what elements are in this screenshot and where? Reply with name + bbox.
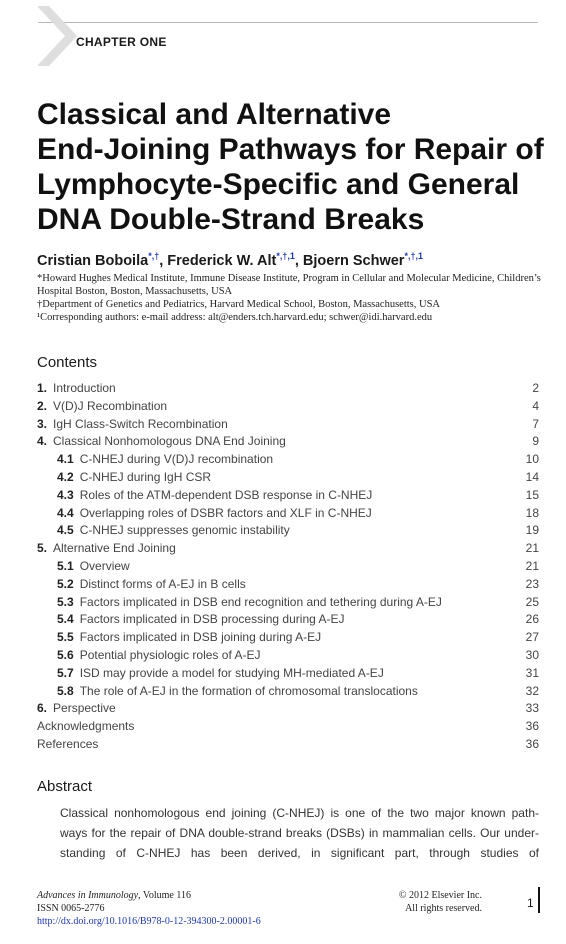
toc-number: 4.: [37, 434, 48, 449]
toc-number: 5.: [37, 541, 48, 556]
toc-page: 18: [525, 505, 539, 520]
toc-page: 32: [525, 683, 539, 698]
toc-label: Acknowledgments: [37, 719, 135, 734]
title-line: DNA Double-Strand Breaks: [37, 203, 425, 236]
page-number: 1: [527, 896, 534, 910]
issn: ISSN 0065-2776: [37, 903, 105, 914]
toc-entry[interactable]: [37, 434, 539, 452]
contents-heading: Contents: [37, 354, 98, 371]
chevron-icon: [37, 6, 77, 66]
toc-page: 10: [525, 452, 539, 467]
toc-label: Perspective: [53, 701, 116, 716]
corresponding-authors: ¹Corresponding authors: e-mail address: alt@enders.tch.harvard.edu; schwer@idi.harvard.edu: [37, 312, 433, 323]
author-name: Frederick W. Alt: [167, 252, 277, 269]
page-number-rule: [538, 887, 540, 913]
toc-page: 30: [525, 647, 539, 662]
toc-entry[interactable]: [37, 488, 539, 506]
toc-page: 21: [525, 558, 539, 573]
toc-entry[interactable]: [37, 452, 539, 470]
footer-copyright: [370, 889, 482, 915]
toc-label: IgH Class-Switch Recombination: [53, 416, 228, 431]
toc-entry[interactable]: [37, 399, 539, 417]
toc-number: 4.3: [57, 487, 74, 502]
toc-entry[interactable]: [37, 737, 539, 755]
toc-label: C-NHEJ during V(D)J recombination: [79, 452, 274, 467]
affiliation: *Howard Hughes Medical Institute, Immune Disease Institute, Program in Cellular and Molecular Medicine, Children’s Hospital Boston, Boston, Massachusetts, USA: [37, 273, 541, 297]
toc-entry[interactable]: [37, 559, 539, 577]
affiliation: †Department of Genetics and Pediatrics, Harvard Medical School, Boston, Massachusetts, USA: [37, 299, 440, 310]
toc-entry[interactable]: [37, 719, 539, 737]
toc-number: 4.1: [57, 452, 74, 467]
toc-entry[interactable]: [37, 701, 539, 719]
toc-page: 21: [525, 541, 539, 556]
toc-entry[interactable]: [37, 381, 539, 399]
toc-entry[interactable]: [37, 630, 539, 648]
toc-entry[interactable]: [37, 684, 539, 702]
footer-citation: [37, 889, 261, 928]
toc-page: 26: [525, 612, 539, 627]
chapter-label: CHAPTER ONE: [76, 35, 167, 49]
toc-entry[interactable]: [37, 470, 539, 488]
toc-number: 5.6: [57, 647, 74, 662]
toc-number: 5.3: [57, 594, 74, 609]
toc-page: 23: [525, 576, 539, 591]
toc-number: 3.: [37, 416, 48, 431]
toc-label: Potential physiologic roles of A-EJ: [79, 647, 261, 662]
toc-label: Factors implicated in DSB end recognition and tethering during A-EJ: [79, 594, 442, 609]
author-name: Cristian Boboila: [37, 252, 149, 269]
toc-page: 15: [525, 487, 539, 502]
toc-entry[interactable]: [37, 612, 539, 630]
author-name: Bjoern Schwer: [302, 252, 405, 269]
toc-label: Roles of the ATM-dependent DSB response in C-NHEJ: [79, 487, 373, 502]
toc-page: 9: [532, 434, 539, 449]
author-marks[interactable]: *,†,1: [404, 251, 423, 261]
toc-number: 5.8: [57, 683, 74, 698]
toc-entry[interactable]: [37, 417, 539, 435]
abstract-line: ways for the repair of DNA double-strand breaks (DSBs) in mammalian cells. Our under-: [60, 826, 539, 840]
toc-label: Factors implicated in DSB processing during A-EJ: [79, 612, 345, 627]
toc-entry[interactable]: [37, 577, 539, 595]
toc-number: 4.4: [57, 505, 74, 520]
toc-number: 4.5: [57, 523, 74, 538]
copyright: © 2012 Elsevier Inc.: [398, 890, 482, 901]
toc-label: Overview: [79, 558, 130, 573]
toc-label: Alternative End Joining: [53, 541, 176, 556]
title-line: End-Joining Pathways for Repair of: [37, 133, 544, 166]
toc-entry[interactable]: [37, 541, 539, 559]
toc-number: 5.7: [57, 665, 74, 680]
chapter-title: [37, 97, 547, 237]
author-list: Cristian Boboila*,†, Frederick W. Alt$^{*,\dagger,1}$, Bjoern Schwer$^{*,\dagger,1}$: [37, 251, 423, 269]
toc-number: 5.5: [57, 630, 74, 645]
toc-page: 2: [532, 381, 539, 395]
toc-page: 7: [532, 416, 539, 431]
toc-page: 27: [525, 630, 539, 645]
author-marks[interactable]: *,†,1: [276, 251, 295, 261]
toc-number: 5.2: [57, 576, 74, 591]
toc-page: 36: [525, 736, 539, 751]
toc-page: 4: [532, 398, 539, 413]
toc-number: 4.2: [57, 469, 74, 484]
toc-label: The role of A-EJ in the formation of chromosomal translocations: [79, 683, 418, 698]
author-marks[interactable]: *,†: [148, 251, 160, 261]
abstract-line: Classical nonhomologous end joining (C-NHEJ) is one of the two major known path-: [60, 806, 539, 820]
title-line: Classical and Alternative: [37, 98, 392, 131]
volume: , Volume 116: [138, 890, 191, 901]
title-line: Lymphocyte-Specific and General: [37, 168, 520, 201]
toc-entry[interactable]: [37, 523, 539, 541]
doi-link[interactable]: http://dx.doi.org/10.1016/B978-0-12-394300-2.00001-6: [37, 916, 261, 927]
chapter-rule: [38, 22, 538, 23]
toc-entry[interactable]: [37, 648, 539, 666]
abstract-line: standing of C-NHEJ has been derived, in significant part, through studies of: [60, 846, 539, 860]
toc-label: C-NHEJ during IgH CSR: [79, 469, 212, 484]
toc-label: Factors implicated in DSB joining during A-EJ: [79, 630, 322, 645]
toc-label: ISD may provide a model for studying MH-mediated A-EJ: [79, 665, 384, 680]
toc-page: 14: [525, 469, 539, 484]
toc-label: Overlapping roles of DSBR factors and XLF in C-NHEJ: [79, 505, 372, 520]
toc-label: Distinct forms of A-EJ in B cells: [79, 576, 246, 591]
journal-name: Advances in Immunology: [37, 890, 139, 901]
toc-number: 1.: [37, 381, 48, 395]
toc-entry[interactable]: [37, 595, 539, 613]
toc-label: Introduction: [53, 381, 116, 395]
toc-number: 5.1: [57, 558, 74, 573]
toc-number: 6.: [37, 701, 48, 716]
toc-page: 31: [525, 665, 539, 680]
toc-page: 25: [525, 594, 539, 609]
toc-label: V(D)J Recombination: [53, 398, 168, 413]
toc-label: References: [37, 736, 99, 751]
toc-page: 33: [525, 701, 539, 716]
toc-number: 5.4: [57, 612, 74, 627]
toc-entry[interactable]: [37, 506, 539, 524]
toc-page: 19: [525, 523, 539, 538]
toc-label: Classical Nonhomologous DNA End Joining: [53, 434, 286, 449]
toc-entry[interactable]: [37, 666, 539, 684]
rights: All rights reserved.: [405, 903, 482, 914]
toc-label: C-NHEJ suppresses genomic instability: [79, 523, 290, 538]
abstract-text: [60, 803, 539, 863]
table-of-contents: [37, 381, 539, 755]
toc-number: 2.: [37, 398, 48, 413]
toc-page: 36: [525, 719, 539, 734]
abstract-heading: Abstract: [37, 778, 93, 795]
